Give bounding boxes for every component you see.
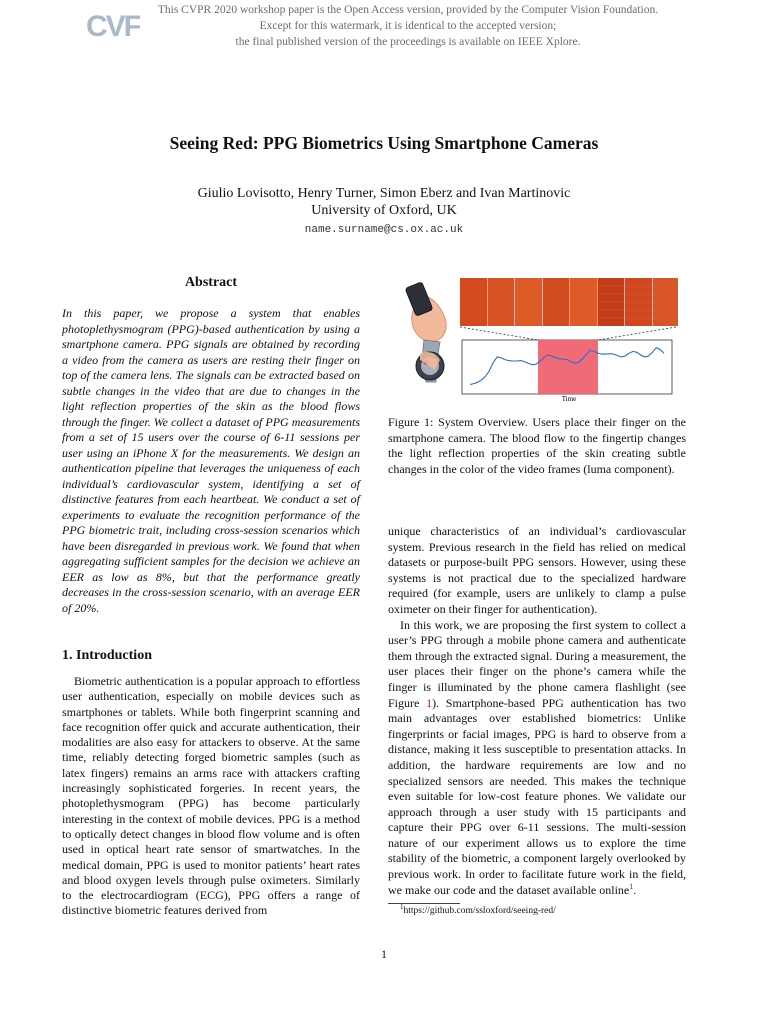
introduction-heading: 1. Introduction (62, 648, 152, 663)
figure-system-overview (398, 270, 678, 404)
introduction-text (62, 674, 360, 919)
paper-title: Seeing Red: PPG Biometrics Using Smartphone Cameras (169, 133, 599, 153)
page-number: 1 (381, 947, 387, 961)
heartbeat-highlight (538, 340, 598, 394)
intro-paragraph: Biometric authentication is a popular approach to effortless user authentication, especially on mobile devices such as smartphones or tablets. While both fingerprint scanning and face recognition offer quick and accurate authentication, their modalities are also easy for attackers to observe. At the same time, reliably detecting forged biometric samples (such as latex fingers) remains an arms race with attackers crafting increasingly sophisticated forgeries. In recent years, the photoplethysmogram (PPG) has become particularly interesting in the context of mobile devices. PPG is a method to optically detect changes in blood flow volume and is often used in optical heart rate sensor of smartwatches. In the medical domain, PPG is used to monitor patients’ heart rates and blood oxygen levels through pulse oximeters. Similarly to the electrocardiogram (ECG), PPG offers a range of distinctive biometric features derived from (62, 674, 360, 918)
paragraph-text: ). Smartphone-based PPG authentication has two main advantages over established biometrics: Unlike fingerprints or facial images, PPG is hard to observe from a distance, making it less susceptible to presentation attacks. In addition, the hardware requirements are low and no specialized sensors are needed. This makes the technique even suitable for low-cost feature phones. We validate our approach through a user study with 15 participants and capture their PPG over 6-11 sessions. The multi-session nature of our experiment allows us to explore the time stability of the biometric, a component largely overlooked by previous work. In order to facilitate future work in the field, we make our code and the dataset available online (388, 695, 686, 897)
author-names: Giulio Lovisotto, Henry Turner, Simon Eberz and Ivan Martinovic (197, 186, 571, 201)
paragraph-text: . (633, 882, 637, 897)
footnote (400, 902, 556, 916)
paragraph-text: In this work, we are proposing the first system to collect a user’s PPG through a mobile phone camera and authenticate them through the extracted signal. During a measurement, the user places their finger on the phone’s camera while the finger is illuminated by the phone camera flashlight (see Figure (388, 617, 686, 710)
watermark-line-2: Except for this watermark, it is identical to the accepted version; (259, 20, 557, 32)
author-block (0, 185, 768, 219)
footnote-mark: 1 (400, 902, 404, 911)
footnote-url[interactable]: https://github.com/ssloxford/seeing-red/ (403, 906, 556, 916)
introduction-text-continued (388, 524, 686, 898)
author-email: name.surname@cs.ox.ac.uk (304, 224, 464, 236)
intro-paragraph-3 (388, 618, 686, 899)
cvf-logo-text: CVF (86, 10, 140, 43)
cvf-logo (84, 4, 140, 44)
figure-1-link[interactable]: 1 (426, 695, 433, 710)
author-affiliation: University of Oxford, UK (311, 203, 457, 218)
video-frames-strip (460, 278, 678, 326)
footnote-rule (388, 903, 460, 904)
intro-paragraph-2: unique characteristics of an individual’s cardiovascular system. Previous research in the field has relied on medical datasets or purpose-built PPG sensors. However, using these systems is not practical due to the specialized hardware required (for example, users are unlikely to clamp a pulse oximeter on their finger for authentication). (388, 524, 686, 616)
watermark-line-1: This CVPR 2020 workshop paper is the Open Access version, provided by the Computer Vision Foundation. (157, 4, 659, 16)
abstract-heading: Abstract (184, 275, 238, 290)
footnote-1-link[interactable]: 1 (629, 881, 634, 891)
figure-1-caption: Figure 1: System Overview. Users place their finger on the smartphone camera. The blood flow to the fingertip changes the light reflection properties of the skin creating subtle changes in the color of the video frames (luma component). (388, 415, 686, 476)
open-access-watermark (148, 2, 668, 50)
hand-phone-illustration (405, 282, 446, 382)
abstract-text: In this paper, we propose a system that enables photoplethysmogram (PPG)-based authentication by using a smartphone camera. PPG signals are obtained by recording a video from the camera as users are resting their finger on top of the camera lens. The signals can be extracted based on subtle changes in the video that are due to changes in the light reflection properties of the skin as the blood flows through the finger. We collect a dataset of PPG measurements from a set of 15 users over the course of 6-11 sessions per user using an iPhone X for the measurements. We design an authentication pipeline that leverages the uniqueness of each individual’s cardiovascular system, identifying a set of distinctive features from each heartbeat. We conduct a set of experiments to evaluate the recognition performance of the PPG biometric trait, including cross-session scenarios which have been disregarded in previous work. We found that when aggregating sufficient samples for the decision we achieve an EER as low as 8%, but that the performance greatly decreases in the cross-session scenario, with an average EER of 20%. (62, 306, 360, 615)
watermark-line-3: the final published version of the proceedings is available on IEEE Xplore. (235, 36, 581, 48)
zoom-lines (460, 327, 676, 340)
time-axis-label: Time (561, 395, 577, 403)
